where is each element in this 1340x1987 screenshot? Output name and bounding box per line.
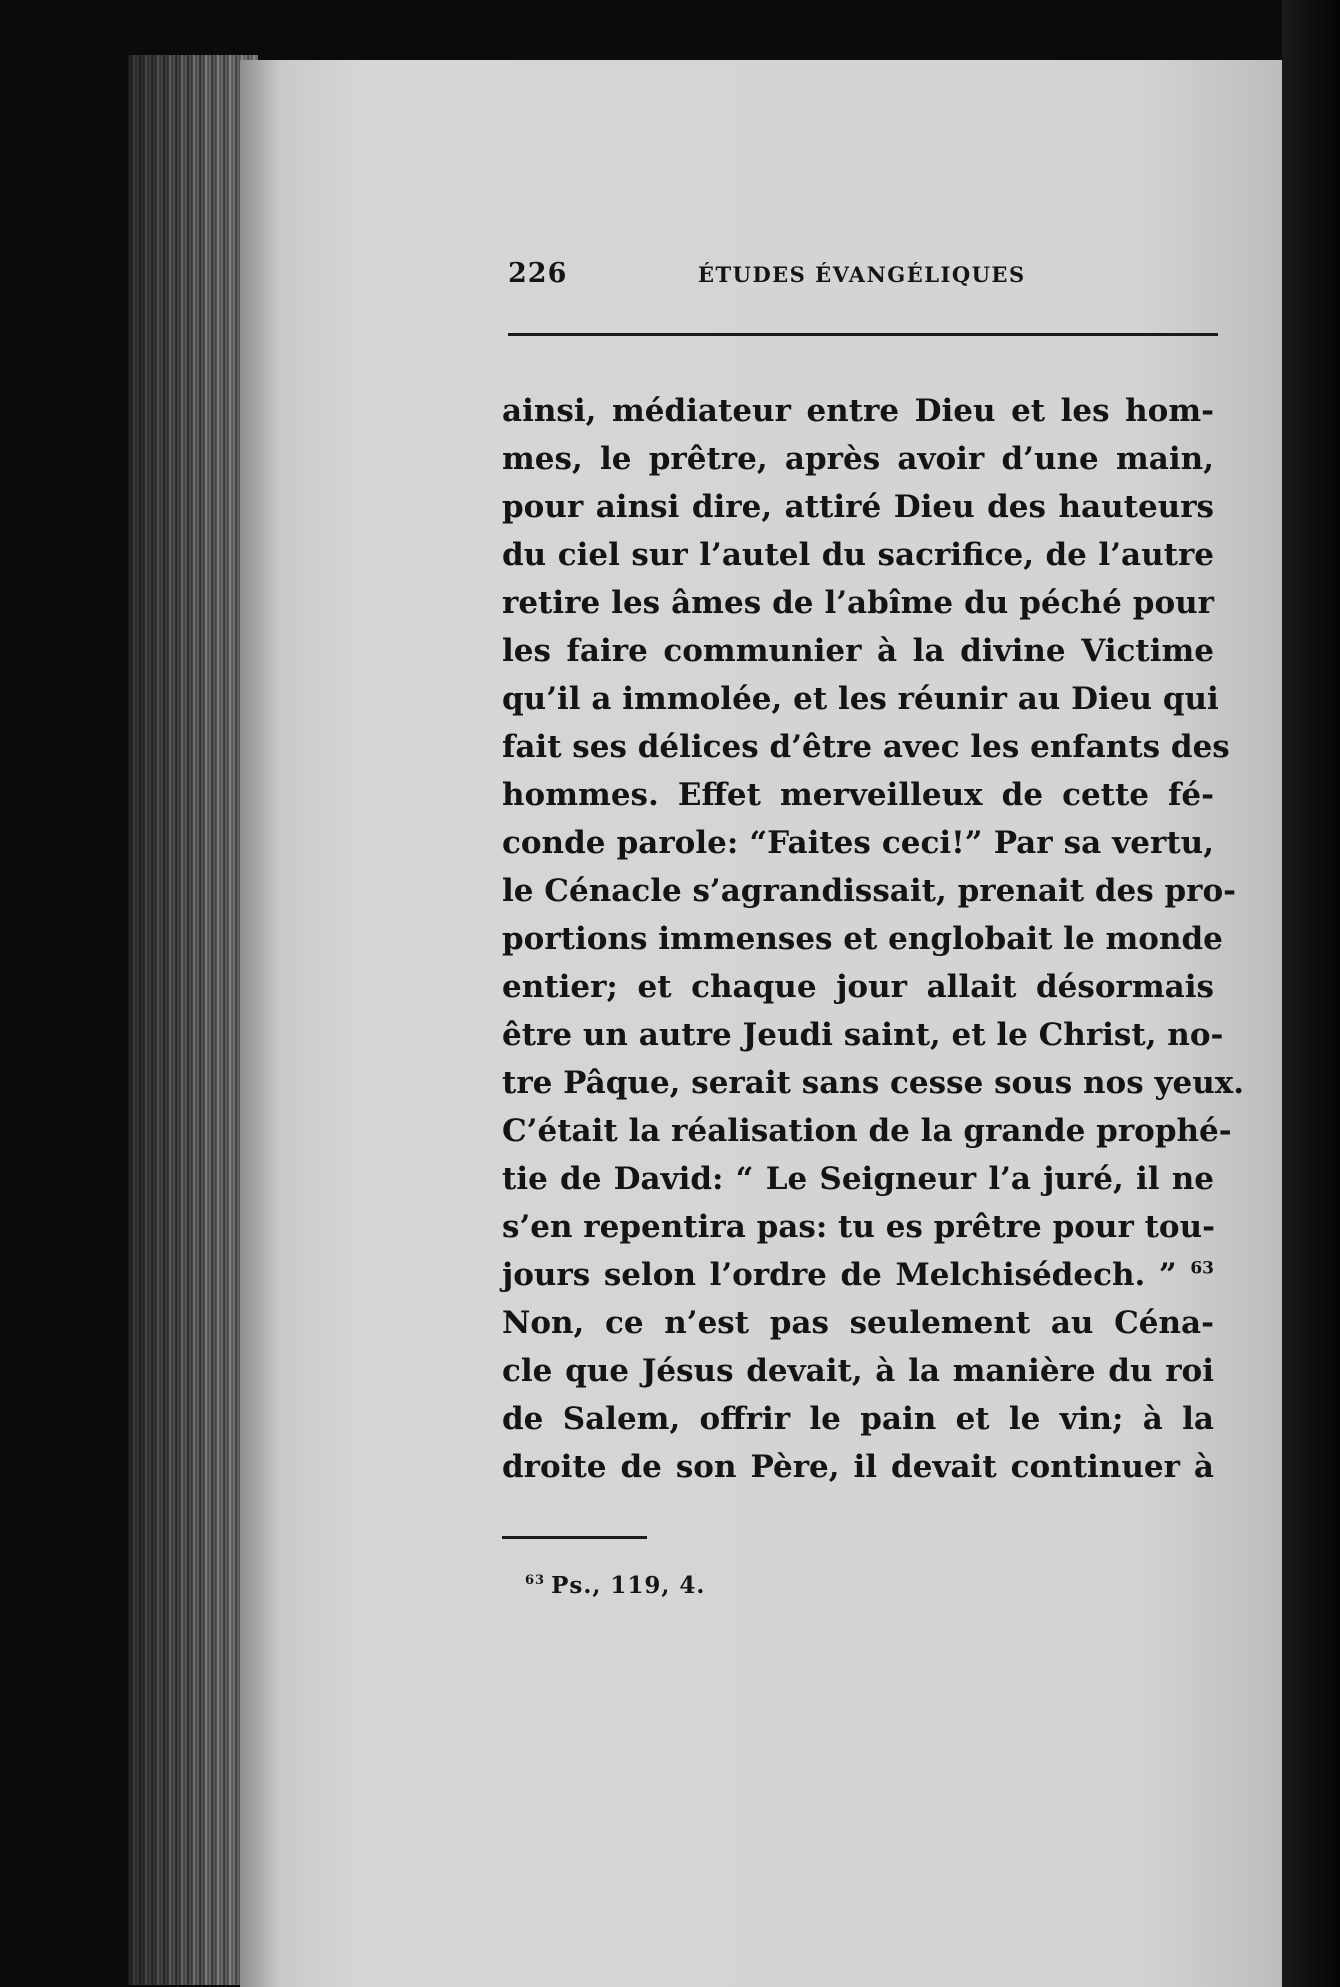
- text-line: mes, le prêtre, après avoir d’une main,: [502, 441, 1214, 477]
- text-line: ainsi, médiateur entre Dieu et les hom-: [502, 393, 1214, 429]
- text-line: s’en repentira pas: tu es prêtre pour tou-: [502, 1209, 1215, 1245]
- book-right-edge: [1282, 0, 1340, 1987]
- footnote-reference: 63: [1190, 1258, 1214, 1279]
- footnote-rule: [502, 1536, 647, 1539]
- text-line: portions immenses et englobait le monde: [502, 921, 1223, 957]
- text-line: les faire communier à la divine Victime: [502, 633, 1214, 669]
- text-line-content: jours selon l’ordre de Melchisédech. ”: [502, 1257, 1177, 1293]
- header-rule: [508, 333, 1218, 336]
- footnote-text: Ps., 119, 4.: [551, 1572, 706, 1599]
- text-line: conde parole: “Faites ceci!” Par sa vertu,: [502, 825, 1214, 861]
- text-line: de Salem, offrir le pain et le vin; à la: [502, 1401, 1214, 1437]
- text-line: pour ainsi dire, attiré Dieu des hauteurs: [502, 489, 1214, 525]
- text-line-with-note: [502, 1251, 1214, 1299]
- text-line: C’était la réalisation de la grande prophé-: [502, 1113, 1232, 1149]
- book-page-edges: [128, 55, 258, 1985]
- text-line: qu’il a immolée, et les réunir au Dieu qui: [502, 681, 1219, 717]
- page-number: 226: [508, 258, 568, 289]
- text-line: cle que Jésus devait, à la manière du roi: [502, 1353, 1214, 1389]
- text-line: droite de son Père, il devait continuer à: [502, 1449, 1214, 1485]
- text-line: le Cénacle s’agrandissait, prenait des pro-: [502, 873, 1237, 909]
- footnote-number: 63: [525, 1573, 546, 1589]
- text-line: Non, ce n’est pas seulement au Céna-: [502, 1305, 1214, 1341]
- text-line: fait ses délices d’être avec les enfants des: [502, 729, 1230, 765]
- text-line: du ciel sur l’autel du sacrifice, de l’autre: [502, 537, 1214, 573]
- text-line: hommes. Effet merveilleux de cette fé-: [502, 777, 1214, 813]
- text-line: retire les âmes de l’abîme du péché pour: [502, 585, 1214, 621]
- running-title: ÉTUDES ÉVANGÉLIQUES: [698, 262, 1026, 287]
- text-line: tie de David: “ Le Seigneur l’a juré, il ne: [502, 1161, 1214, 1197]
- running-head: [508, 258, 1213, 298]
- text-line: tre Pâque, serait sans cesse sous nos yeux.: [502, 1065, 1245, 1101]
- text-line: entier; et chaque jour allait désormais: [502, 969, 1214, 1005]
- text-line: être un autre Jeudi saint, et le Christ, no-: [502, 1017, 1224, 1053]
- body-text: [502, 387, 1245, 1491]
- footnote: [525, 1572, 705, 1599]
